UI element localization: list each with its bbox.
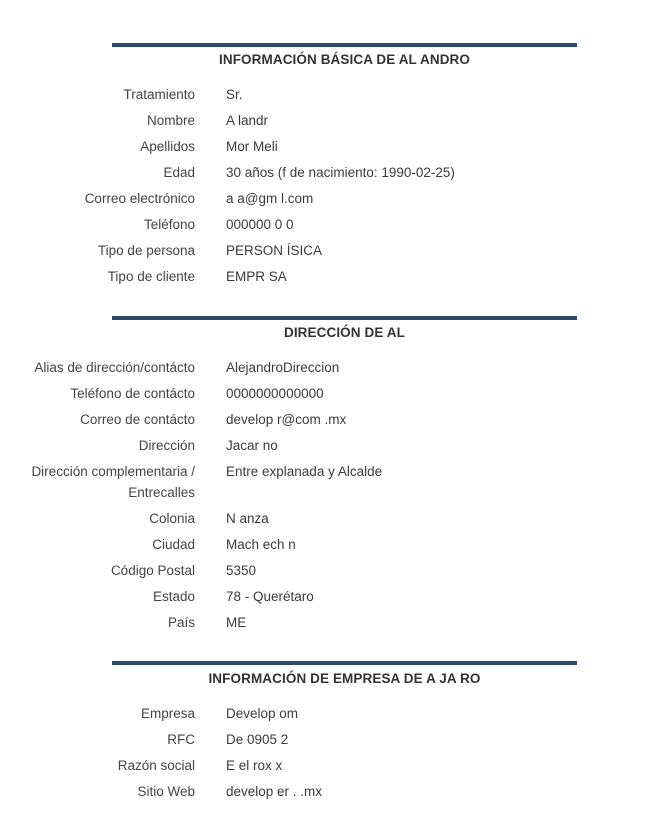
address-title: DIRECCIÓN DE AL (283, 325, 405, 340)
field-value: develop r@com .mx (226, 412, 347, 427)
field-label: Nombre (146, 113, 195, 128)
field-label: Alias de dirección/contácto (34, 360, 195, 375)
field-label: Edad (163, 165, 195, 180)
field-value: Develop om (226, 706, 299, 721)
field-value: E el rox x (226, 758, 283, 773)
field-value: 5350 (226, 563, 257, 578)
company-divider (112, 661, 577, 665)
field-value: 0000000000000 (226, 386, 324, 401)
field-label: Dirección (138, 438, 195, 453)
company-title: INFORMACIÓN DE EMPRESA DE A JA RO (208, 671, 481, 686)
field-value: Entre explanada y Alcalde (226, 464, 383, 479)
field-value: 30 años (f de nacimiento: 1990-02-25) (226, 165, 455, 180)
field-value: Mor Meli (226, 139, 278, 154)
field-label: Razón social (117, 758, 195, 773)
field-label: Correo electrónico (84, 191, 195, 206)
field-label: Empresa (140, 706, 195, 721)
field-label: Colonia (149, 511, 195, 526)
field-value: De 0905 2 (226, 732, 289, 747)
field-label: Teléfono de contácto (70, 386, 195, 401)
field-value: 78 - Querétaro (226, 589, 314, 604)
field-value: Sr. (226, 87, 243, 102)
field-value: EMPR SA (226, 269, 287, 284)
field-label: Dirección complementaria / Entrecalles (31, 464, 195, 500)
field-label: Estado (152, 589, 195, 604)
address-divider (112, 316, 577, 320)
field-value: Jacar no (226, 438, 278, 453)
field-value: 000000 0 0 (226, 217, 294, 232)
basic-info-divider (112, 43, 577, 47)
field-value: A landr (226, 113, 269, 128)
field-label: Sitio Web (137, 784, 195, 799)
field-value: a a@gm l.com (226, 191, 314, 206)
field-value: Mach ech n (226, 537, 296, 552)
field-label: País (167, 615, 195, 630)
field-value: ME (226, 615, 247, 630)
field-label: RFC (167, 732, 195, 747)
field-value: develop er . .mx (226, 784, 323, 799)
field-value: N anza (226, 511, 269, 526)
field-label: Teléfono (143, 217, 195, 232)
basic-info-title: INFORMACIÓN BÁSICA DE AL ANDRO (219, 52, 470, 67)
field-label: Código Postal (110, 563, 195, 578)
field-value: PERSON ÍSICA (226, 243, 323, 258)
field-value: AlejandroDireccion (226, 360, 340, 375)
field-label: Tipo de cliente (107, 269, 195, 284)
field-label: Tipo de persona (97, 243, 195, 258)
field-label: Correo de contácto (80, 412, 195, 427)
field-label: Ciudad (152, 537, 195, 552)
field-label: Tratamiento (123, 87, 195, 102)
field-label: Apellidos (140, 139, 195, 154)
